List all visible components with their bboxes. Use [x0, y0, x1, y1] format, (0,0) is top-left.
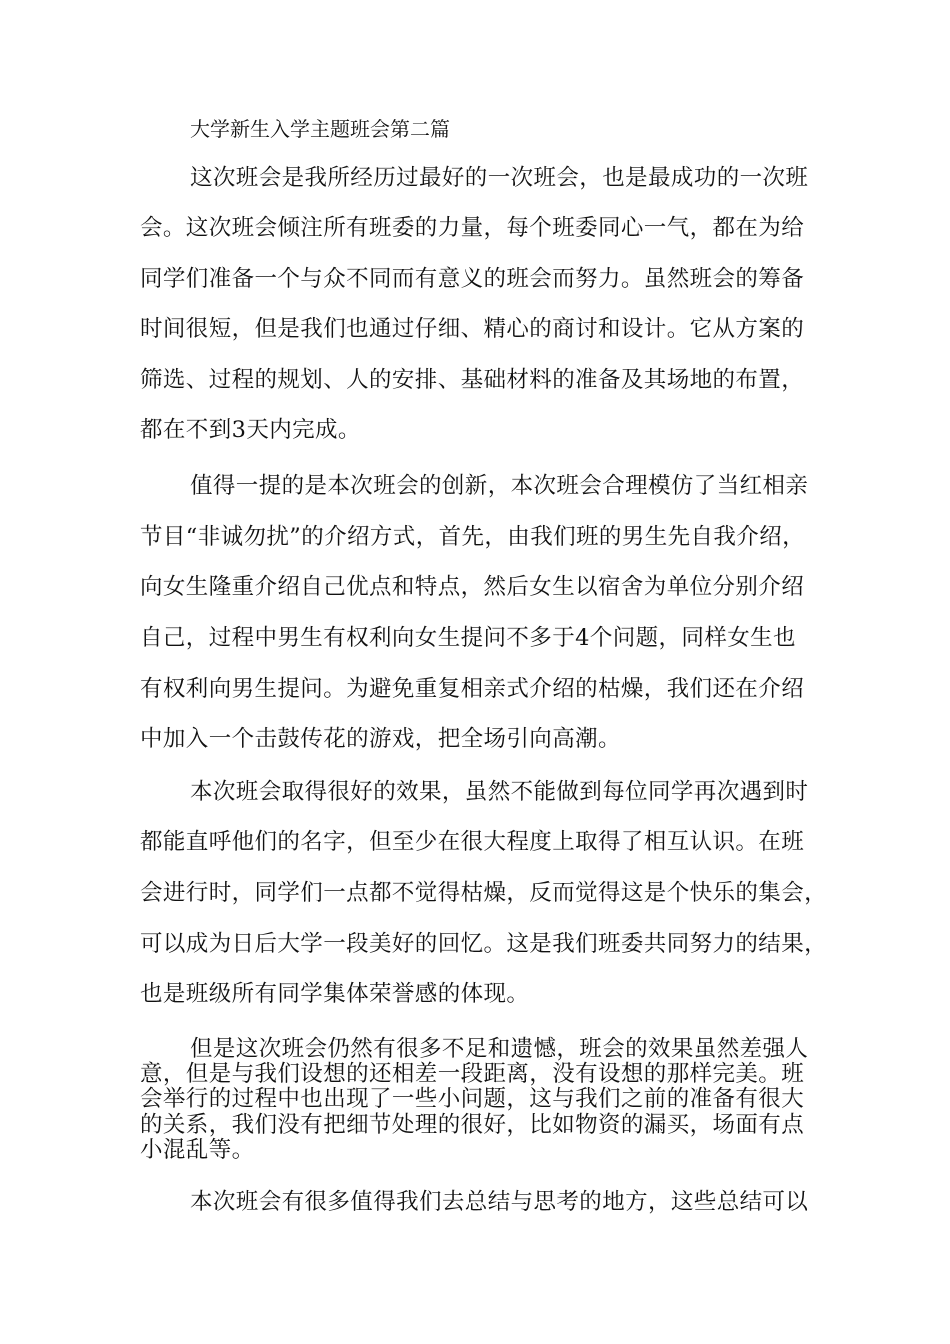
document-title: 大学新生入学主题班会第二篇 [190, 117, 450, 141]
paragraph-2-line-2: 节目“非诚勿扰”的介绍方式，首先，由我们班的男生先自我介绍， [140, 524, 806, 550]
paragraph-4-line-3: 会举行的过程中也出现了一些小问题，这与我们之前的准备有很大 [140, 1086, 805, 1112]
paragraph-2-line-6: 中加入一个击鼓传花的游戏，把全场引向高潮。 [140, 726, 621, 752]
paragraph-5-line-1: 本次班会有很多值得我们去总结与思考的地方，这些总结可以 [190, 1189, 809, 1215]
paragraph-4-line-1: 但是这次班会仍然有很多不足和遗憾，班会的效果虽然差强人 [190, 1036, 809, 1062]
paragraph-3-line-4: 可以成为日后大学一段美好的回忆。这是我们班委共同努力的结果， [140, 931, 828, 957]
paragraph-3-line-5: 也是班级所有同学集体荣誉感的体现。 [140, 981, 530, 1007]
paragraph-1-line-2: 会。这次班会倾注所有班委的力量，每个班委同心一气，都在为给 [140, 215, 805, 241]
paragraph-4-line-2: 意，但是与我们设想的还相差一段距离，没有设想的那样完美。班 [140, 1061, 805, 1087]
paragraph-1-line-5: 筛选、过程的规划、人的安排、基础材料的准备及其场地的布置， [140, 367, 805, 393]
paragraph-2-line-3: 向女生隆重介绍自己优点和特点，然后女生以宿舍为单位分别介绍 [140, 574, 805, 600]
paragraph-3-line-3: 会进行时，同学们一点都不觉得枯燥，反而觉得这是个快乐的集会， [140, 880, 828, 906]
paragraph-1-line-4: 时间很短，但是我们也通过仔细、精心的商讨和设计。它从方案的 [140, 316, 805, 342]
paragraph-2-line-4: 自己，过程中男生有权利向女生提问不多于4个问题，同样女生也 [140, 625, 796, 651]
paragraph-2-line-1: 值得一提的是本次班会的创新，本次班会合理模仿了当红相亲 [190, 473, 809, 499]
paragraph-1-line-3: 同学们准备一个与众不同而有意义的班会而努力。虽然班会的筹备 [140, 266, 805, 292]
paragraph-3-line-1: 本次班会取得很好的效果，虽然不能做到每位同学再次遇到时 [190, 779, 809, 805]
paragraph-1-line-6: 都在不到3天内完成。 [140, 417, 361, 443]
paragraph-4-line-5: 小混乱等。 [140, 1137, 255, 1163]
paragraph-3-line-2: 都能直呼他们的名字，但至少在很大程度上取得了相互认识。在班 [140, 829, 805, 855]
paragraph-2-line-5: 有权利向男生提问。为避免重复相亲式介绍的枯燥，我们还在介绍 [140, 676, 805, 702]
paragraph-4-line-4: 的关系，我们没有把细节处理的很好，比如物资的漏买，场面有点 [140, 1112, 805, 1138]
paragraph-1-line-1: 这次班会是我所经历过最好的一次班会，也是最成功的一次班 [190, 165, 809, 191]
